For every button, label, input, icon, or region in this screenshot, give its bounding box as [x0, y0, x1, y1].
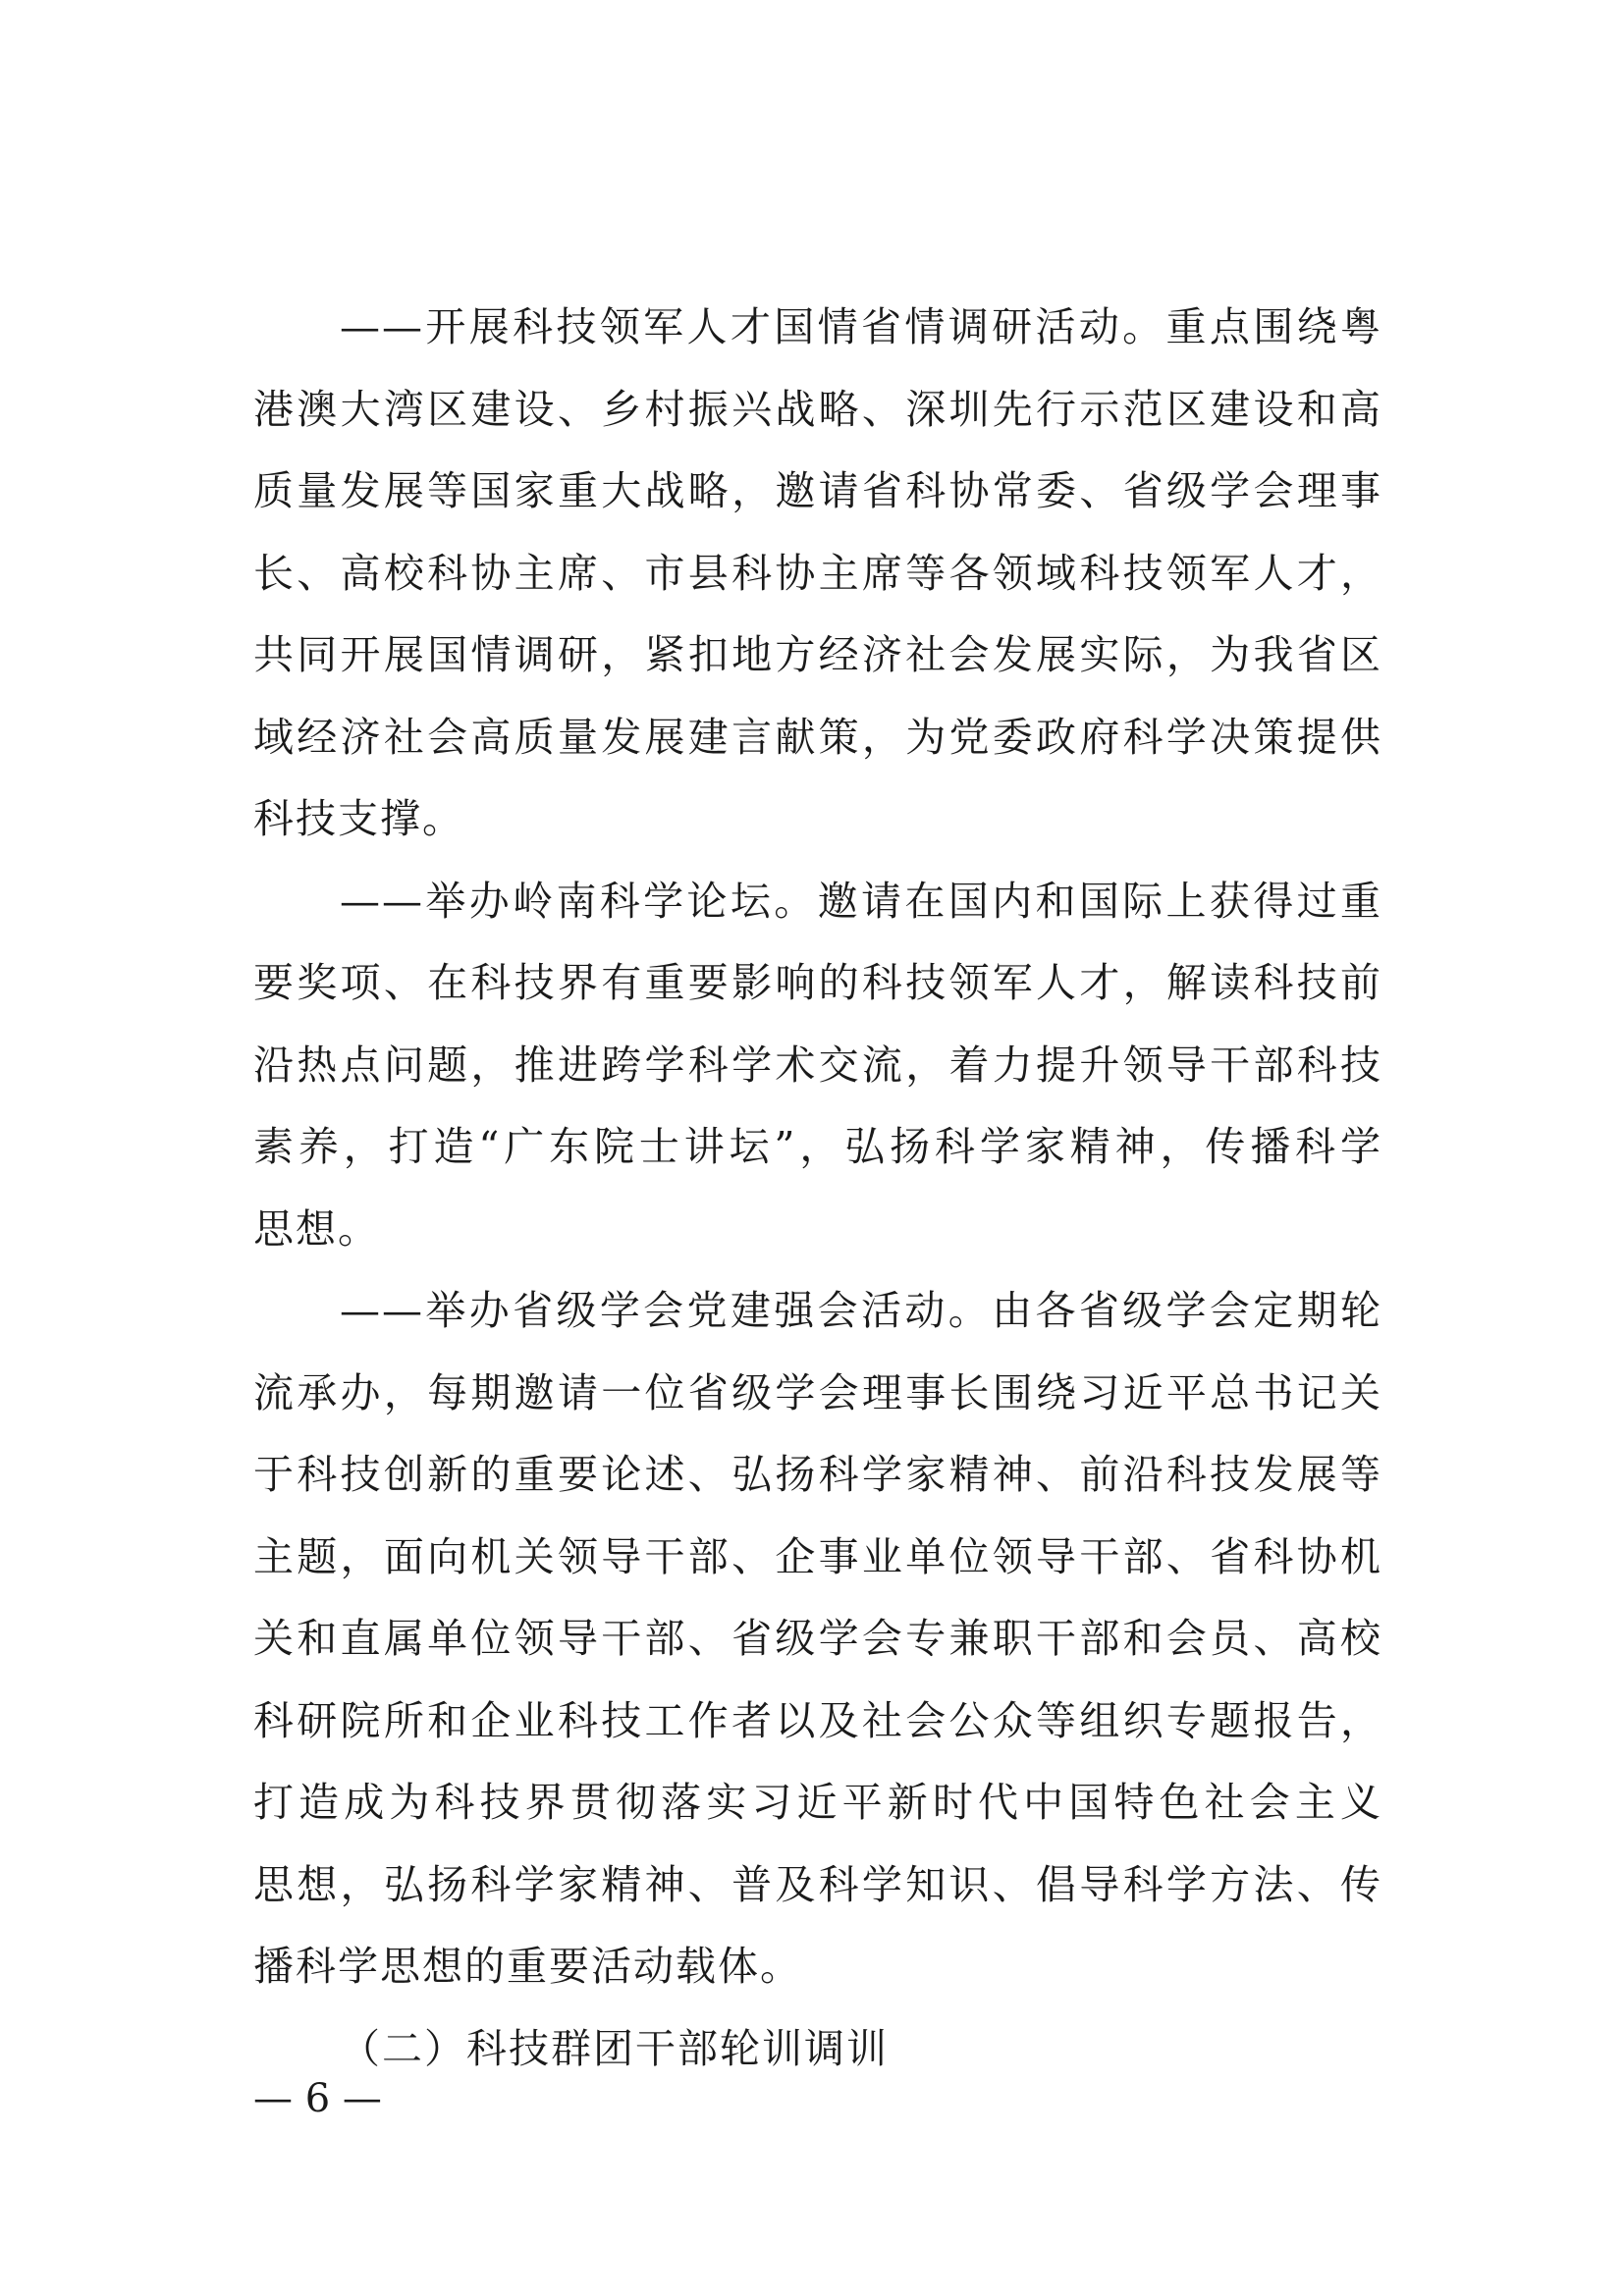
section-heading: （二）科技群团干部轮训调训 — [340, 2024, 889, 2072]
text-line: 共同开展国情调研，紧扣地方经济社会发展实际，为我省区 — [253, 631, 1382, 678]
paragraph-research-activity — [253, 287, 1382, 861]
text-line: 思想，弘扬科学家精神、普及科学知识、倡导科学方法、传 — [253, 1860, 1382, 1908]
text-line: 要奖项、在科技界有重要影响的科技领军人才，解读科技前 — [253, 959, 1382, 1006]
text-line: 质量发展等国家重大战略，邀请省科协常委、省级学会理事 — [253, 467, 1382, 514]
text-line: 科研院所和企业科技工作者以及社会公众等组织专题报告， — [253, 1696, 1382, 1744]
text-line: 沿热点问题，推进跨学科学术交流，着力提升领导干部科技 — [253, 1041, 1382, 1089]
body-text — [253, 287, 1382, 2090]
text-line: ——开展科技领军人才国情省情调研活动。重点围绕粤 — [340, 303, 1382, 350]
paragraph-lingnan-forum — [253, 861, 1382, 1271]
text-line: 播科学思想的重要活动载体。 — [253, 1943, 802, 1990]
text-line: 主题，面向机关领导干部、企事业单位领导干部、省科协机 — [253, 1532, 1382, 1580]
text-line: 于科技创新的重要论述、弘扬科学家精神、前沿科技发展等 — [253, 1451, 1382, 1498]
text-line: 流承办，每期邀请一位省级学会理事长围绕习近平总书记关 — [253, 1368, 1382, 1416]
text-line: ——举办省级学会党建强会活动。由各省级学会定期轮 — [340, 1287, 1382, 1334]
text-line: 关和直属单位领导干部、省级学会专兼职干部和会员、高校 — [253, 1615, 1382, 1662]
text-line: 科技支撑。 — [253, 795, 464, 842]
text-line: 长、高校科协主席、市县科协主席等各领域科技领军人才， — [253, 549, 1382, 597]
page-number: — 6 — — [253, 2076, 382, 2121]
text-line: 素养，打造“广东院士讲坛”，弘扬科学家精神，传播科学 — [253, 1123, 1382, 1170]
text-line: 港澳大湾区建设、乡村振兴战略、深圳先行示范区建设和高 — [253, 385, 1382, 433]
text-line: ——举办岭南科学论坛。邀请在国内和国际上获得过重 — [340, 877, 1382, 925]
paragraph-party-building — [253, 1270, 1382, 2008]
text-line: 打造成为科技界贯彻落实习近平新时代中国特色社会主义 — [253, 1779, 1382, 1826]
text-line: 域经济社会高质量发展建言献策，为党委政府科学决策提供 — [253, 713, 1382, 761]
text-line: 思想。 — [253, 1204, 380, 1253]
